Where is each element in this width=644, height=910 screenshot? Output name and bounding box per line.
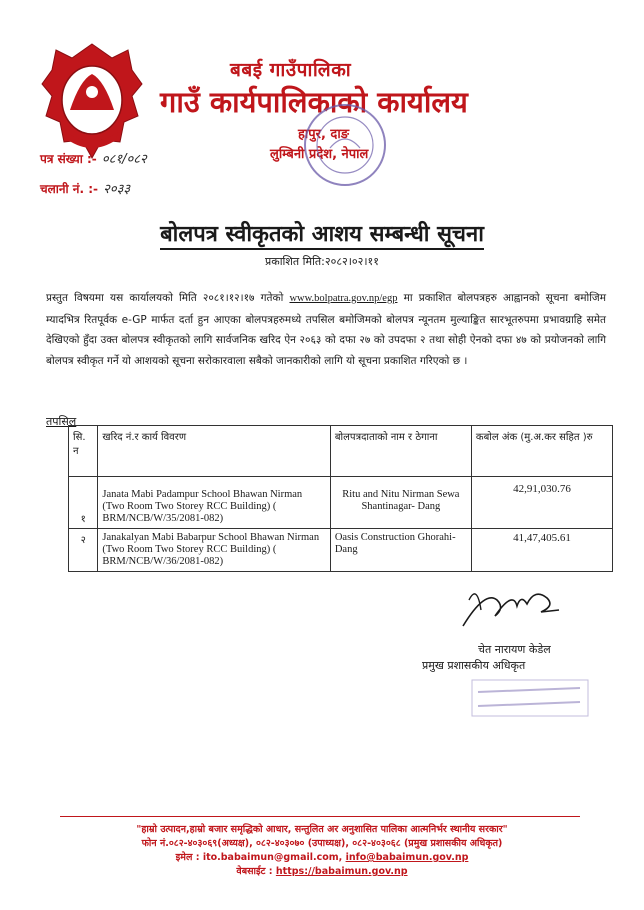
header-sn: सि. न xyxy=(69,426,98,477)
header-bidder: बोलपत्रदाताको नाम र ठेगाना xyxy=(330,426,471,477)
bid-table xyxy=(68,425,613,572)
row-sn: २ xyxy=(69,529,98,572)
nepal-emblem-icon xyxy=(40,40,145,165)
schedule-caption: तपसिल xyxy=(46,415,77,428)
header-amount: कबोल अंक (मु.अ.कर सहित )रु xyxy=(471,426,612,477)
signer-name: चेत नारायण केडेल xyxy=(478,643,551,656)
footer-divider xyxy=(60,816,580,817)
table-row xyxy=(69,477,613,529)
row-sn: १ xyxy=(69,477,98,529)
dispatch-number xyxy=(40,178,130,197)
notice-title: बोलपत्र स्वीकृतको आशय सम्बन्धी सूचना xyxy=(0,218,644,248)
table-row xyxy=(69,529,613,572)
office-title: गाउँ कार्यपालिकाको कार्यालय xyxy=(160,85,468,119)
office-stamp-icon xyxy=(300,100,390,190)
letter-ref-number xyxy=(40,148,147,167)
publication-date: प्रकाशित मिति:२०८२।०२।११ xyxy=(264,255,379,268)
office-address-line2: लुम्बिनी प्रदेश, नेपाल xyxy=(270,147,369,162)
signer-title: प्रमुख प्रशासकीय अधिकृत xyxy=(422,659,526,672)
row-work: Janakalyan Mabi Babarpur School Bhawan Nirman (Two Room Two Storey RCC Building) ( BRM/NCB/W/36/2081-082) xyxy=(98,529,330,572)
bolpatra-link[interactable]: www.bolpatra.gov.np/egp xyxy=(289,293,398,304)
notice-body: प्रस्तुत विषयमा यस कार्यालयको मिति २०८१।१२।१७ गतेको www.bolpatra.gov.np/egp मा प्रकाशित बोलपत्रहरु आह्वानको सूचना बमोजिम म्यादभित्र रितपूर्वक e-GP मार्फत दर्ता हुन आएका बोलपत्रहरुमध्ये तपसिल बमोजिमको बोलपत्र न्यूनतम मुल्याङ्कित सारभूतरुपमा प्रभावग्राहि समेत देखिएको हुँदा उक्त बोलपत्र स्वीकृतको लागि सार्वजनिक खरिद ऐन २०६३ को दफा २७ को उपदफा २ तथा सोही ऐनको दफा ४७ को प्रयोजनको लागि बोलपत्र स्वीकृत गर्ने यो आशयको सूचना सरोकारवाला सबैको जानकारीको लागि यो सूचना प्रकाशित गरिएको छ । xyxy=(46,292,607,367)
office-name: बबई गाउँपालिका xyxy=(230,59,352,81)
table-header-row xyxy=(69,426,613,477)
ref-value: ०८१/०८२ xyxy=(101,152,147,167)
email-link-1[interactable]: ito.babaimun@gmail.com xyxy=(202,852,339,863)
dispatch-label: चलानी नं. :- xyxy=(40,182,98,196)
row-bidder: Ritu and Nitu Nirman Sewa Shantinagar- Dang xyxy=(330,477,471,529)
footer-website: वेबसाईट : https://babaimun.gov.np xyxy=(236,866,408,877)
row-work: Janata Mabi Padampur School Bhawan Nirman (Two Room Two Storey RCC Building) ( BRM/NCB/W/35/2081-082) xyxy=(98,477,330,529)
email-link-2[interactable]: info@babaimun.gov.np xyxy=(345,852,469,863)
row-bidder: Oasis Construction Ghorahi-Dang xyxy=(330,529,471,572)
row-amount: 41,47,405.61 xyxy=(471,529,612,572)
designation-stamp-icon xyxy=(470,678,590,718)
office-address-line1: हापुर, दाङ xyxy=(298,127,349,142)
dispatch-value: २०३३ xyxy=(103,182,131,197)
row-amount: 42,91,030.76 xyxy=(471,477,612,529)
header-work: खरिद नं.र कार्य विवरण xyxy=(98,426,330,477)
footer-email: इमेल : ito.babaimun@gmail.com, info@babaimun.gov.np xyxy=(175,852,469,863)
website-link[interactable]: https://babaimun.gov.np xyxy=(275,866,408,877)
footer-phone: फोन नं.०८२-४०३०६९(अध्यक्ष), ०८२-४०३०७० (उपाध्यक्ष), ०८२-४०३०६८ (प्रमुख प्रशासकीय अधिकृत) xyxy=(141,838,503,849)
footer-motto: "हाम्रो उत्पादन,हाम्रो बजार समृद्धिको आधार, सन्तुलित अर अनुशासित पालिका आत्मनिर्भर स्थानीय सरकार" xyxy=(136,824,508,835)
signature-icon xyxy=(455,580,565,630)
ref-label: पत्र संख्या :- xyxy=(40,152,97,166)
